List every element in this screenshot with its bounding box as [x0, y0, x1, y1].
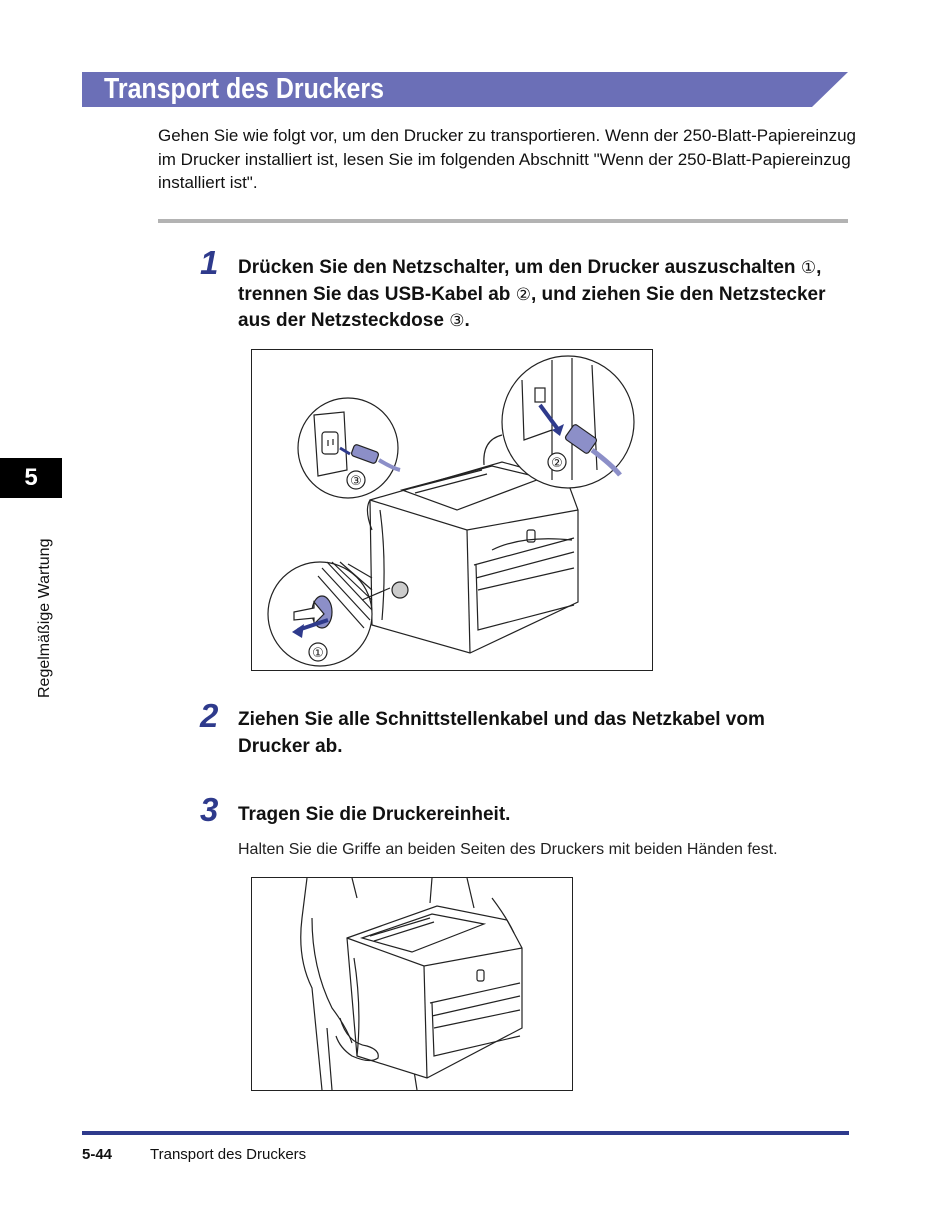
chapter-label: Regelmäßige Wartung — [36, 538, 53, 698]
step-3-subtext: Halten Sie die Griffe an beiden Seiten des Druckers mit beiden Händen fest. — [238, 841, 778, 858]
intro-paragraph: Gehen Sie wie folgt vor, um den Drucker zu transportieren. Wenn der 250-Blatt-Papiereinzug im Drucker installiert ist, lesen Sie im folgenden Abschnitt "Wenn der 250-Blatt-Papiereinzug installiert ist". — [158, 126, 856, 192]
figure-carry-printer — [251, 877, 573, 1091]
step-3-text: Tragen Sie die Druckereinheit. — [238, 804, 511, 825]
step-2-number: 2 — [200, 697, 219, 734]
figure-printer-unplug — [251, 349, 653, 671]
power-outlet-inset — [298, 398, 400, 498]
printer-icon — [347, 906, 522, 1078]
callout-1-ref: ① — [800, 258, 817, 277]
printer-icon — [367, 462, 578, 653]
footer-title: Transport des Druckers — [150, 1146, 307, 1163]
callout-label-2: ② — [551, 456, 563, 471]
page-number: 5-44 — [82, 1146, 113, 1163]
power-switch-inset — [268, 562, 390, 666]
carry-printer-illustration — [252, 878, 572, 1090]
section-divider — [158, 219, 848, 223]
step-1-text — [238, 255, 853, 335]
callout-label-1: ① — [312, 646, 324, 661]
callout-3-ref: ③ — [449, 311, 465, 330]
step-2-text: Ziehen Sie alle Schnittstellenkabel und das Netzkabel vom Drucker ab. — [238, 709, 765, 757]
step-1-text-part: Drücken Sie den Netzschalter, um den Drucker auszuschalten — [238, 257, 801, 278]
step-1-number: 1 — [200, 244, 219, 281]
callout-label-3: ③ — [350, 474, 362, 489]
step-1-text-part: . — [464, 310, 470, 331]
step-1-text-part: , trennen Sie das USB-Kabel ab — [238, 257, 822, 305]
callout-2-ref: ② — [515, 284, 531, 304]
step-3-number: 3 — [200, 791, 219, 828]
chapter-tab: 5 — [0, 458, 62, 498]
section-banner — [82, 72, 848, 107]
step-1-text-part: , und ziehen Sie den Netzstecker aus der Netzsteckdose — [238, 283, 826, 331]
printer-unplug-illustration — [252, 350, 652, 670]
footer-rule — [82, 1131, 849, 1135]
section-title: Transport des Druckers — [104, 73, 384, 105]
